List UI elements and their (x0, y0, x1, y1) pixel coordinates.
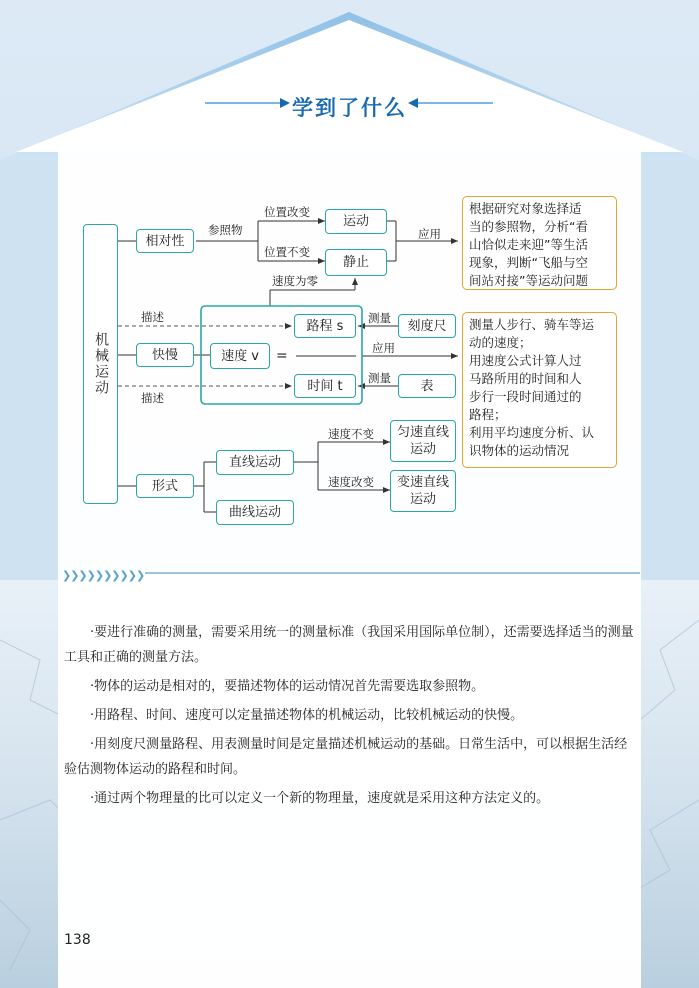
summary-item: ·用路程、时间、速度可以定量描述物体的机械运动，比较机械运动的快慢。 (90, 708, 524, 723)
node-speed-v: 速度 v (210, 343, 270, 369)
equals-sign: = (276, 348, 288, 364)
node-motion: 运动 (325, 209, 387, 234)
label-describe-bottom: 描述 (141, 391, 164, 405)
root-node (83, 224, 118, 504)
label-speed-zero: 速度为零 (272, 274, 318, 288)
label-measure-top: 测量 (368, 311, 391, 325)
root-label: 机械运动 (93, 332, 109, 396)
app1-line: 当的参照物，分析“看 (469, 219, 588, 234)
application-box-relativity (462, 196, 617, 290)
app2-line: 测量人步行、骑车等运 (469, 317, 595, 332)
node-ruler: 刻度尺 (398, 314, 456, 338)
app1-line: 根据研究对象选择适 (469, 201, 582, 216)
app1-line: 现象，判断“飞船与空 (469, 255, 588, 270)
summary-item: ·要进行准确的测量，需要采用统一的测量标准（我国采用国际单位制），还需要选择适当的测量工具和正确的测量方法。 (64, 625, 634, 665)
label-apply: 应用 (418, 227, 441, 241)
node-variable-linear: 变速直线运动 (390, 470, 456, 512)
label-speed-changing: 速度改变 (328, 475, 374, 489)
node-uniform-linear: 匀速直线运动 (390, 420, 456, 462)
node-curve-motion: 曲线运动 (216, 500, 294, 525)
app2-line: 用速度公式计算人过 (469, 353, 582, 368)
divider-chevrons: ❯❯❯❯❯❯❯❯❯❯ (62, 569, 145, 582)
application-box-speed (462, 312, 617, 468)
label-describe-top: 描述 (141, 310, 164, 324)
node-relativity: 相对性 (136, 229, 194, 253)
app2-line: 步行一段时间通过的 (469, 389, 582, 404)
summary-item: ·通过两个物理量的比可以定义一个新的物理量，速度就是采用这种方法定义的。 (90, 791, 550, 806)
app1-line: 山恰似走来迎”等生活 (469, 237, 588, 252)
app2-line: 路程； (469, 407, 507, 422)
node-time-t: 时间 t (294, 374, 356, 398)
page-title: 学到了什么 (292, 96, 407, 120)
node-form: 形式 (136, 474, 194, 498)
label-measure-bottom: 测量 (368, 371, 391, 385)
node-straight-motion: 直线运动 (216, 450, 294, 475)
app2-line: 利用平均速度分析、认 (469, 425, 595, 440)
node-clock: 表 (398, 374, 456, 398)
app2-line: 动的速度； (469, 335, 532, 350)
app2-line: 识物体的运动情况 (469, 443, 570, 458)
node-speed-branch: 快慢 (136, 343, 194, 367)
node-distance-s: 路程 s (294, 314, 356, 338)
label-speed-constant: 速度不变 (328, 427, 374, 441)
summary-item: ·物体的运动是相对的，要描述物体的运动情况首先需要选取参照物。 (90, 679, 485, 694)
page-number: 138 (64, 932, 91, 948)
label-reference: 参照物 (208, 223, 243, 237)
label-pos-same: 位置不变 (264, 245, 310, 259)
summary-list (64, 620, 640, 815)
summary-item: ·用刻度尺测量路程、用表测量时间是定量描述机械运动的基础。日常生活中，可以根据生活经验估测物体运动的路程和时间。 (64, 737, 628, 777)
label-pos-change: 位置改变 (264, 205, 310, 219)
app1-line: 间站对接”等运动问题 (469, 273, 588, 288)
label-apply-speed: 应用 (372, 341, 395, 355)
app2-line: 马路所用的时间和人 (469, 371, 582, 386)
node-rest: 静止 (325, 249, 387, 276)
